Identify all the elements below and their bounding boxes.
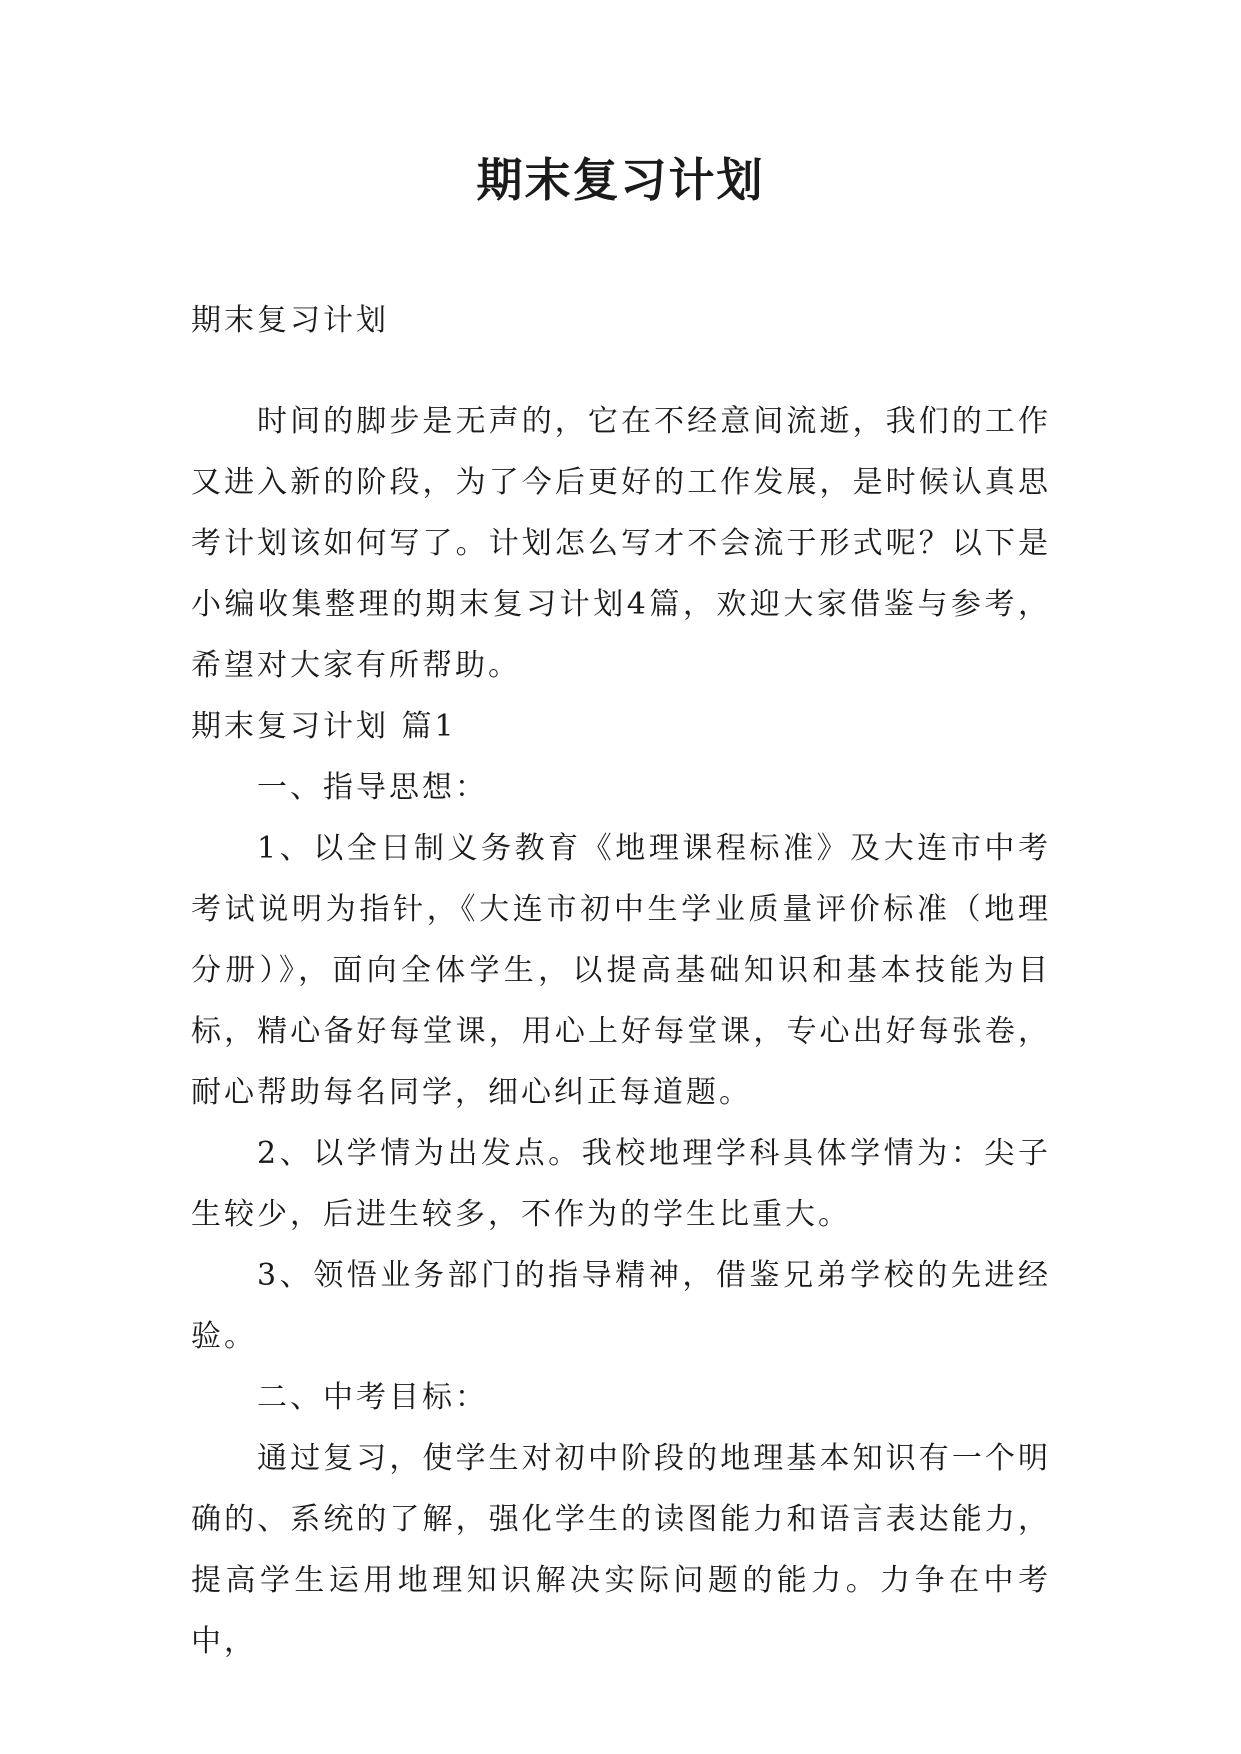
document-title: 期末复习计划 — [476, 153, 765, 207]
heading-guiding-ideas: 一、指导思想： — [257, 770, 488, 805]
document-body — [191, 290, 1051, 1672]
section-heading: 期末复习计划 篇1 — [191, 709, 457, 744]
list-item: 2、以学情为出发点。我校地理学科具体学情为：尖子生较少，后进生较多，不作为的学生比重大。 — [191, 1136, 1051, 1232]
intro-paragraph: 时间的脚步是无声的，它在不经意间流逝，我们的工作又进入新的阶段，为了今后更好的工作发展，是时候认真思考计划该如何写了。计划怎么写才不会流于形式呢？以下是小编收集整理的期末复习计划4篇，欢迎大家借鉴与参考，希望对大家有所帮助。 — [191, 404, 1051, 683]
body-paragraph: 通过复习，使学生对初中阶段的地理基本知识有一个明确的、系统的了解，强化学生的读图能力和语言表达能力，提高学生运用地理知识解决实际问题的能力。力争在中考中， — [191, 1441, 1051, 1659]
heading-exam-goals: 二、中考目标： — [257, 1380, 488, 1415]
document-subtitle: 期末复习计划 — [191, 303, 389, 338]
list-item: 1、以全日制义务教育《地理课程标准》及大连市中考考试说明为指针，《大连市初中生学业质量评价标准（地理分册）》，面向全体学生，以提高基础知识和基本技能为目标，精心备好每堂课，用心上好每堂课，专心出好每张卷，耐心帮助每名同学，细心纠正每道题。 — [191, 831, 1051, 1110]
list-item: 3、领悟业务部门的指导精神，借鉴兄弟学校的先进经验。 — [191, 1258, 1051, 1354]
